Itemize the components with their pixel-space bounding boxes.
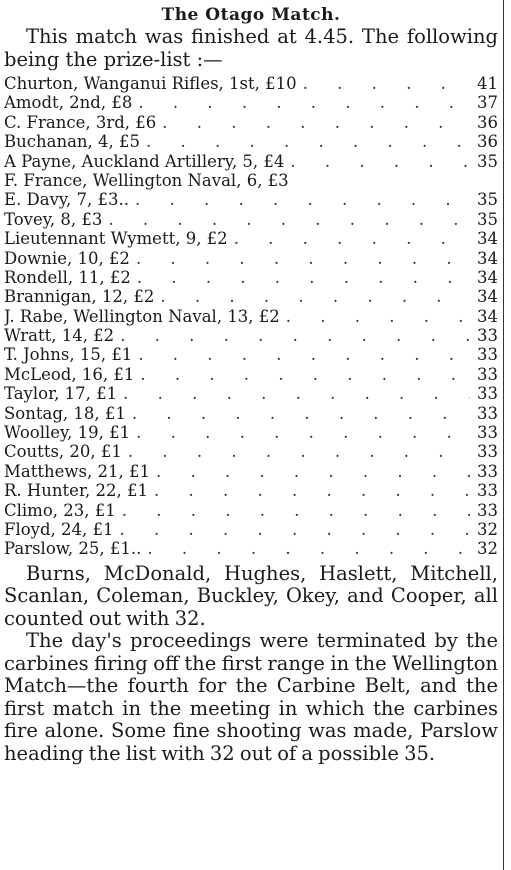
prize-entry-name: T. Johns, 15, £1 (4, 345, 133, 365)
leader-dots (126, 404, 470, 423)
prize-entry-name: E. Davy, 7, £3.. (4, 190, 130, 210)
prize-list-row (4, 229, 498, 248)
article-column (4, 4, 498, 765)
prize-entry-name: C. France, 3rd, £6 (4, 112, 157, 132)
prize-entry-name: Matthews, 21, £1 (4, 461, 150, 481)
prize-entry-score: 33 (477, 423, 498, 443)
leader-dots (140, 132, 470, 151)
prize-entry-name: Amodt, 2nd, £8 (4, 93, 133, 113)
leader-dots (114, 520, 470, 539)
prize-entry-score: 37 (477, 93, 498, 113)
prize-list-row (4, 113, 498, 132)
prize-entry-score: 36 (477, 112, 498, 132)
leader-dots (156, 113, 470, 132)
prize-list-row (4, 442, 498, 461)
leader-dots (297, 74, 470, 93)
leader-dots (116, 501, 470, 520)
prize-entry-name: Floyd, 24, £1 (4, 519, 114, 539)
leader-dots (284, 152, 470, 171)
prize-entry-name: Taylor, 17, £1 (4, 384, 118, 404)
prize-entry-name: Climo, 23, £1 (4, 500, 116, 520)
prize-list (4, 74, 498, 559)
prize-entry-score: 34 (477, 287, 498, 307)
prize-list-row (4, 462, 498, 481)
leader-dots (131, 268, 470, 287)
closing-paragraph: The day's proceedings were terminated by the carbines firing off the first range in the Wellington Match—the fourth for the Carbine Belt, and the first match in the meeting in which the carbines fire alone. Some fine shooting was made, Parslow heading the list with 32 out of a possible 35. (4, 629, 498, 765)
prize-entry-score: 41 (477, 74, 498, 93)
prize-list-row (4, 384, 498, 403)
prize-list-row (4, 210, 498, 229)
prize-list-row (4, 268, 498, 287)
prize-list-row (4, 287, 498, 306)
prize-list-row (4, 345, 498, 364)
prize-list-row (4, 404, 498, 423)
intro-paragraph: This match was finished at 4.45. The following being the prize-list :— (4, 25, 498, 71)
prize-entry-name: Rondell, 11, £2 (4, 267, 131, 287)
counted-out-paragraph: Burns, McDonald, Hughes, Haslett, Mitchell, Scanlan, Coleman, Buckley, Okey, and Cooper, all counted out with 32. (4, 561, 498, 630)
prize-list-row (4, 171, 498, 190)
prize-entry-score: 35 (477, 190, 498, 210)
prize-entry-name: R. Hunter, 22, £1 (4, 481, 148, 501)
prize-list-row (4, 539, 498, 558)
prize-list-row (4, 423, 498, 442)
leader-dots (150, 462, 470, 481)
prize-entry-name: Brannigan, 12, £2 (4, 287, 155, 307)
prize-entry-score: 34 (477, 229, 498, 249)
prize-list-row (4, 365, 498, 384)
prize-list-row (4, 74, 498, 93)
prize-entry-name: Parslow, 25, £1.. (4, 539, 142, 559)
leader-dots (102, 210, 470, 229)
prize-list-row (4, 190, 498, 209)
prize-list-row (4, 152, 498, 171)
leader-dots (129, 190, 470, 209)
leader-dots (280, 307, 470, 326)
prize-entry-score: 36 (477, 132, 498, 152)
prize-entry-name: Buchanan, 4, £5 (4, 132, 141, 152)
prize-entry-name: A Payne, Auckland Artillery, 5, £4 (4, 151, 285, 171)
prize-entry-score: 34 (477, 306, 498, 326)
prize-entry-name: Downie, 10, £2 (4, 248, 130, 268)
leader-dots (141, 539, 470, 558)
prize-list-row (4, 481, 498, 500)
leader-dots (130, 249, 470, 268)
prize-entry-name: Lieutennant Wymett, 9, £2 (4, 229, 228, 249)
prize-list-row (4, 249, 498, 268)
prize-list-row (4, 501, 498, 520)
prize-entry-score: 35 (477, 151, 498, 171)
column-rule (503, 0, 504, 870)
prize-entry-name: Sontag, 18, £1 (4, 403, 126, 423)
prize-entry-score: 32 (477, 519, 498, 539)
prize-entry-score: 33 (477, 345, 498, 365)
prize-entry-score: 33 (477, 403, 498, 423)
prize-entry-score: 33 (477, 481, 498, 501)
prize-entry-name: Coutts, 20, £1 (4, 442, 122, 462)
leader-dots (114, 326, 470, 345)
prize-entry-score: 33 (477, 442, 498, 462)
prize-entry-score: 32 (477, 539, 498, 559)
prize-entry-name: Tovey, 8, £3 (4, 209, 103, 229)
prize-entry-score: 35 (477, 209, 498, 229)
prize-entry-score: 33 (477, 326, 498, 346)
article-title: The Otago Match. (161, 5, 341, 25)
leader-dots (154, 287, 470, 306)
leader-dots (122, 442, 470, 461)
prize-entry-score: 33 (477, 384, 498, 404)
prize-list-row (4, 520, 498, 539)
leader-dots (132, 345, 470, 364)
prize-entry-score: 34 (477, 267, 498, 287)
prize-entry-name: J. Rabe, Wellington Naval, 13, £2 (4, 306, 280, 326)
leader-dots (132, 93, 470, 112)
leader-dots (130, 423, 470, 442)
prize-entry-name: Woolley, 19, £1 (4, 423, 131, 443)
prize-entry-name: F. France, Wellington Naval, 6, £3 (4, 170, 289, 190)
leader-dots (228, 229, 470, 248)
prize-list-row (4, 326, 498, 345)
leader-dots (134, 365, 470, 384)
prize-entry-name: Wratt, 14, £2 (4, 326, 115, 346)
prize-entry-score: 33 (477, 500, 498, 520)
leader-dots (117, 384, 470, 403)
prize-entry-score: 33 (477, 461, 498, 481)
prize-list-row (4, 132, 498, 151)
prize-entry-score: 34 (477, 248, 498, 268)
prize-entry-name: Churton, Wanganui Rifles, 1st, £10 (4, 74, 297, 93)
prize-entry-score: 33 (477, 364, 498, 384)
prize-entry-name: McLeod, 16, £1 (4, 364, 135, 384)
prize-list-row (4, 93, 498, 112)
leader-dots (148, 481, 470, 500)
prize-list-row (4, 307, 498, 326)
